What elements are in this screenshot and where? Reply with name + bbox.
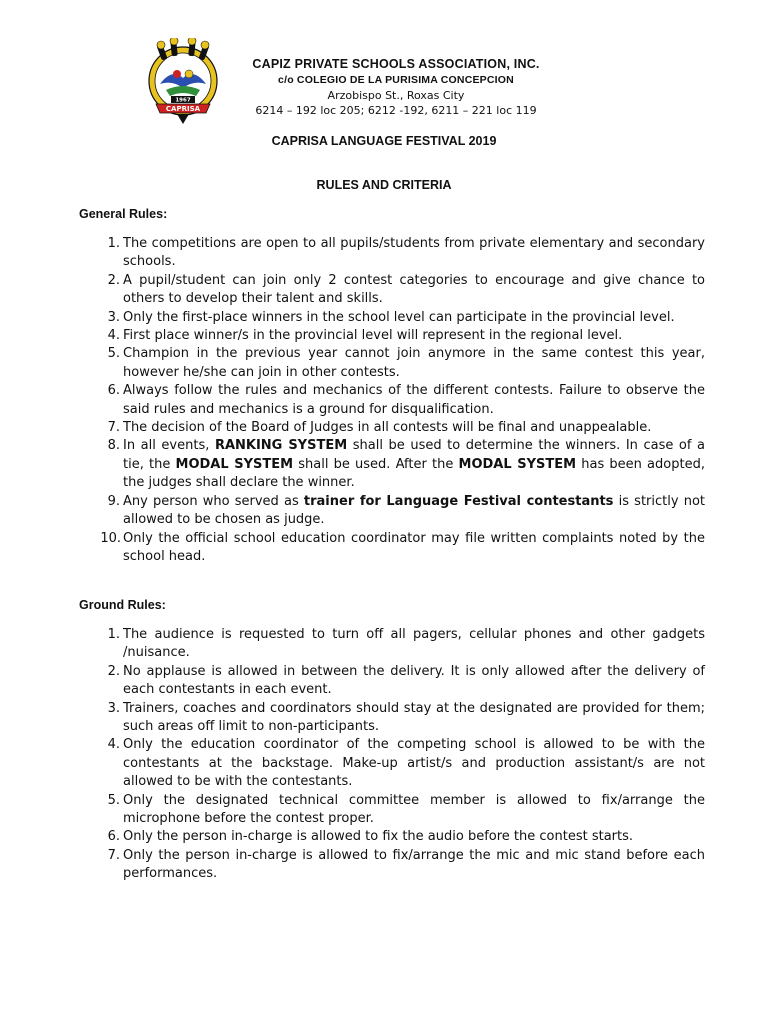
- rule-text: Only the designated technical committee member is allowed to fix/arrange the microphone before the contest proper.: [123, 792, 705, 827]
- ground_rules-rule-item: [79, 700, 705, 737]
- general_rules-rule-item: [79, 382, 705, 419]
- rule-text: Only the first-place winners in the school level can participate in the provincial level.: [123, 309, 675, 325]
- rule-text: Only the person in-charge is allowed to fix/arrange the mic and mic stand before each performances.: [123, 847, 705, 882]
- rule-text: Any person who served as: [123, 493, 304, 509]
- rule-text: In all events,: [123, 438, 215, 454]
- rule-number: 2.: [107, 272, 120, 288]
- svg-text:1967: 1967: [175, 97, 191, 104]
- rule-text: First place winner/s in the provincial level will represent in the regional level.: [123, 328, 623, 344]
- phone-line: 6214 – 192 loc 205; 6212 -192, 6211 – 221 loc 119: [255, 104, 537, 117]
- festival-title: CAPRISA LANGUAGE FESTIVAL 2019: [271, 134, 497, 148]
- general-rules-heading: General Rules:: [79, 207, 168, 221]
- care-of-line: c/o COLEGIO DE LA PURISIMA CONCEPCION: [278, 74, 514, 86]
- general_rules-rule-item: [79, 493, 705, 530]
- rule-text: is strictly not allowed to be chosen as judge.: [123, 493, 706, 528]
- rule-text: shall be used to determine the winners. In case of a tie, the: [123, 438, 706, 472]
- organization-name: CAPIZ PRIVATE SCHOOLS ASSOCIATION, INC.: [252, 57, 540, 71]
- rule-number: 9.: [107, 493, 120, 509]
- rule-text: The audience is requested to turn off all pagers, cellular phones and other gadgets /nuisance.: [123, 627, 705, 661]
- ground_rules-rule-item: [79, 847, 705, 884]
- rule-text: Always follow the rules and mechanics of the different contests. Failure to observe the said rules and mechanics is a ground for disqualification.: [123, 383, 705, 417]
- document-title: RULES AND CRITERIA: [316, 178, 452, 192]
- address-line: Arzobispo St., Roxas City: [327, 89, 465, 102]
- ground_rules-rule-item: [79, 828, 705, 846]
- rule-number: 1.: [107, 627, 120, 642]
- rule-number: 3.: [107, 309, 120, 325]
- rule-number: 7.: [107, 420, 120, 436]
- rule-number: 4.: [107, 737, 120, 753]
- general_rules-rule-item: [79, 309, 705, 327]
- rule-text: A pupil/student can join only 2 contest categories to encourage and give chance to others to develop their talent and skills.: [123, 272, 705, 307]
- rule-emphasis: RANKING SYSTEM: [214, 438, 348, 454]
- rule-number: 2.: [107, 663, 120, 679]
- rule-number: 7.: [107, 847, 120, 863]
- rule-text: has been adopted, the judges shall declare the winner.: [123, 456, 705, 491]
- rule-text: Only the education coordinator of the competing school is allowed to be with the contestants at the backstage. Make-up artist/s and production assistant/s are not allowed to be with the contestants.: [123, 737, 705, 790]
- rule-text: The decision of the Board of Judges in all contests will be final and unappealable.: [123, 420, 652, 436]
- rule-number: 6.: [107, 383, 120, 399]
- ground_rules-rule-item: [79, 792, 705, 829]
- rule-text: Trainers, coaches and coordinators should stay at the designated are provided for them; such areas off limit to non-participants.: [123, 700, 705, 735]
- rule-number: 8.: [107, 438, 120, 454]
- ground_rules-rule-item: [79, 626, 705, 663]
- ground-rules-list: [79, 626, 705, 884]
- rule-text: The competitions are open to all pupils/students from private elementary and secondary schools.: [123, 236, 705, 270]
- general_rules-rule-item: [79, 345, 705, 382]
- rule-text: Only the person in-charge is allowed to fix the audio before the contest starts.: [123, 829, 634, 845]
- rule-number: 4.: [107, 328, 120, 344]
- general_rules-rule-item: [79, 530, 705, 567]
- rule-number: 1.: [107, 236, 120, 251]
- rule-emphasis: MODAL SYSTEM: [458, 456, 577, 472]
- general_rules-rule-item: [79, 235, 705, 272]
- general-rules-list: [79, 235, 705, 566]
- rule-emphasis: trainer for Language Festival contestants: [303, 493, 614, 509]
- rule-number: 5.: [107, 346, 120, 362]
- rule-number: 3.: [107, 700, 120, 716]
- general_rules-rule-item: [79, 419, 705, 437]
- rule-text: Champion in the previous year cannot join anymore in the same contest this year, however he/she can join in other contests.: [123, 346, 705, 380]
- general_rules-rule-item: [79, 272, 705, 309]
- rule-emphasis: MODAL SYSTEM: [175, 456, 294, 472]
- ground_rules-rule-item: [79, 663, 705, 700]
- rule-number: 10.: [100, 530, 121, 546]
- ground-rules-heading: Ground Rules:: [79, 598, 166, 612]
- rule-number: 6.: [107, 829, 120, 845]
- letterhead: [226, 56, 566, 118]
- svg-text:CAPRISA: CAPRISA: [165, 105, 201, 113]
- rule-number: 5.: [107, 792, 120, 808]
- rule-text: No applause is allowed in between the delivery. It is only allowed after the delivery of each contestants in each event.: [123, 663, 705, 698]
- ground_rules-rule-item: [79, 736, 705, 791]
- caprisa-logo: [144, 38, 222, 124]
- rule-text: shall be used. After the: [293, 456, 459, 472]
- general_rules-rule-item: [79, 437, 705, 492]
- rule-text: Only the official school education coordinator may file written complaints noted by the school head.: [123, 530, 705, 564]
- general_rules-rule-item: [79, 327, 705, 345]
